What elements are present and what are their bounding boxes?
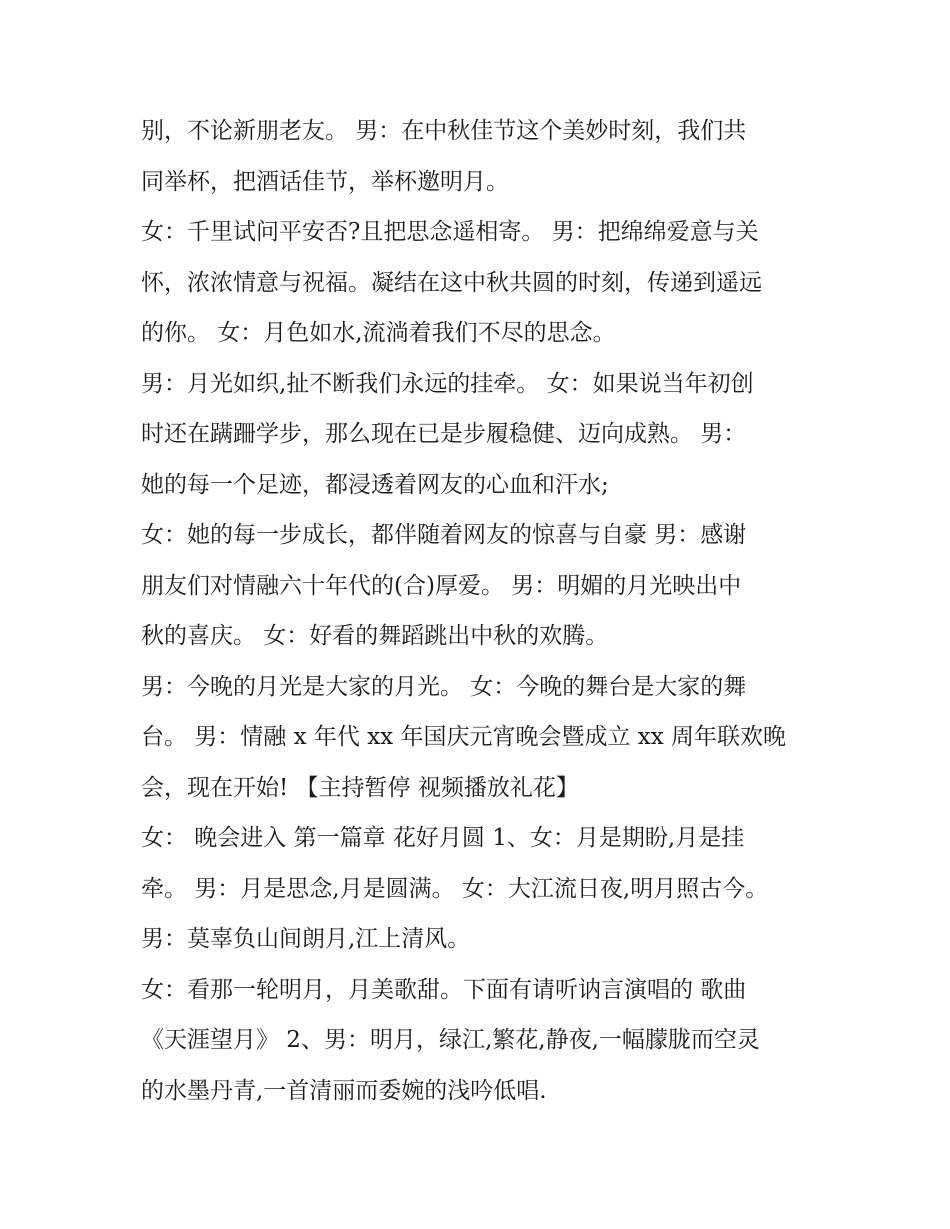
text-line: 牵。 男：月是思念,月是圆满。 女：大江流日夜,明月照古今。	[141, 875, 769, 902]
text-line: 女：看那一轮明月，月美歌甜。下面有请听讷言演唱的 歌曲	[141, 976, 747, 1003]
text-line: 秋的喜庆。 女：好看的舞蹈跳出中秋的欢腾。	[141, 623, 609, 649]
text-line: 朋友们对情融六十年代的(合)厚爱。 男：明媚的月光映出中	[141, 572, 742, 599]
text-line: 她的每一个足迹，都浸透着网友的心血和汗水;	[141, 471, 609, 498]
text-line: 男：今晚的月光是大家的月光。 女：今晚的舞台是大家的舞	[141, 673, 747, 700]
text-line: 女：她的每一步成长，都伴随着网友的惊喜与自豪 男：感谢	[141, 522, 747, 548]
text-line: 女：千里试问平安否?且把思念遥相寄。 男：把绵绵爱意与关	[141, 219, 759, 245]
text-line: 《天涯望月》 2、男：明月，绿江,繁花,静夜,一幅朦胧而空灵	[141, 1027, 760, 1053]
text-line: 男：月光如织,扯不断我们永远的挂牵。 女：如果说当年初创	[141, 370, 754, 397]
text-line: 女： 晚会进入 第一篇章 花好月圆 1、女：月是期盼,月是挂	[141, 825, 745, 851]
text-line: 会，现在开始! 【主持暂停 视频播放礼花】	[141, 774, 579, 801]
text-line: 时还在蹒跚学步，那么现在已是步履稳健、迈向成熟。 男：	[141, 421, 747, 447]
text-line: 男：莫辜负山间朗月,江上清风。	[141, 926, 471, 952]
text-line: 怀，浓浓情意与祝福。凝结在这中秋共圆的时刻，传递到遥远	[141, 269, 762, 296]
script-text-body	[141, 106, 831, 1116]
text-line: 的你。 女：月色如水,流淌着我们不尽的思念。	[141, 320, 616, 346]
text-line: 台。 男：情融 x 年代 xx 年国庆元宵晚会暨成立 xx 周年联欢晚	[141, 724, 787, 750]
text-line: 别，不论新朋老友。 男：在中秋佳节这个美妙时刻，我们共	[141, 118, 747, 144]
text-line: 的水墨丹青,一首清丽而委婉的浅吟低唱.	[141, 1077, 547, 1104]
text-line: 同举杯，把酒话佳节，举杯邀明月。	[141, 168, 509, 195]
